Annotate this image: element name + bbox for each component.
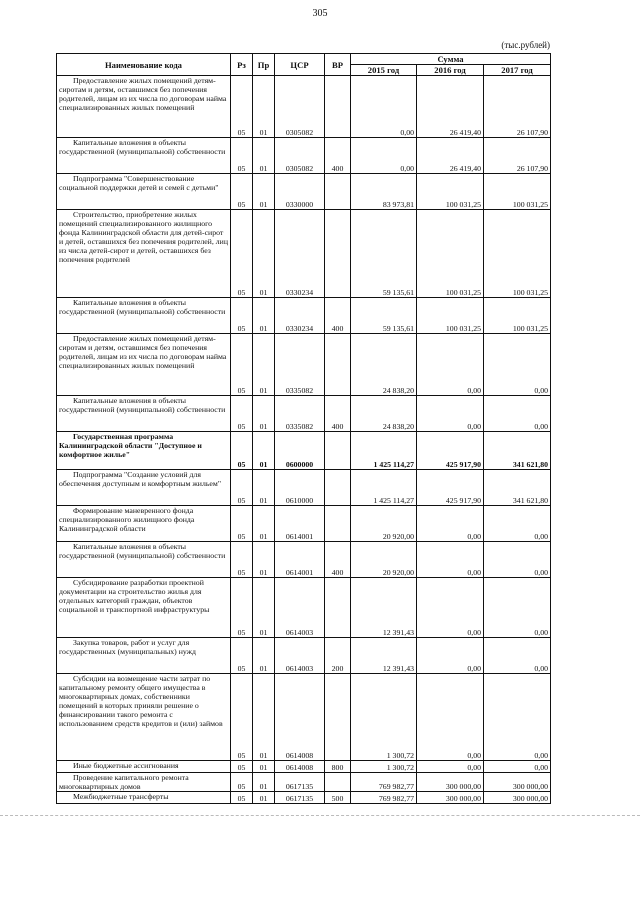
cell-rz: 05 (231, 542, 253, 578)
cell-y2017: 0,00 (484, 334, 551, 396)
cell-y2017: 0,00 (484, 396, 551, 432)
cell-y2016: 0,00 (417, 334, 484, 396)
table-row (57, 432, 551, 470)
header-rz: Рз (231, 54, 253, 76)
budget-table (56, 53, 551, 804)
cell-csr: 0614001 (275, 506, 325, 542)
cell-y2015: 59 135,61 (351, 210, 417, 298)
cell-rz: 05 (231, 174, 253, 210)
cell-name: Закупка товаров, работ и услуг для государственных (муниципальных) нужд (57, 638, 231, 674)
table-row (57, 470, 551, 506)
cell-name: Формирование маневренного фонда специализированного жилищного фонда Калининградской области (57, 506, 231, 542)
cell-y2016: 100 031,25 (417, 174, 484, 210)
header-vr: ВР (325, 54, 351, 76)
cell-rz: 05 (231, 792, 253, 804)
cell-pr: 01 (253, 298, 275, 334)
cell-y2015: 769 982,77 (351, 773, 417, 792)
header-csr: ЦСР (275, 54, 325, 76)
cell-vr (325, 432, 351, 470)
cell-csr: 0305082 (275, 76, 325, 138)
cell-y2015: 1 425 114,27 (351, 470, 417, 506)
cell-y2017: 300 000,00 (484, 773, 551, 792)
cell-pr: 01 (253, 432, 275, 470)
cell-y2017: 26 107,90 (484, 76, 551, 138)
cell-vr (325, 76, 351, 138)
table-row (57, 674, 551, 761)
cell-rz: 05 (231, 506, 253, 542)
cell-csr: 0600000 (275, 432, 325, 470)
cell-csr: 0610000 (275, 470, 325, 506)
cell-y2015: 83 973,81 (351, 174, 417, 210)
cell-rz: 05 (231, 674, 253, 761)
table-row (57, 773, 551, 792)
cell-rz: 05 (231, 773, 253, 792)
cell-vr (325, 773, 351, 792)
header-2017: 2017 год (484, 65, 551, 76)
cell-rz: 05 (231, 76, 253, 138)
cell-y2017: 0,00 (484, 506, 551, 542)
cell-pr: 01 (253, 470, 275, 506)
cell-y2015: 20 920,00 (351, 542, 417, 578)
cell-y2016: 0,00 (417, 396, 484, 432)
page-bottom-rule (0, 815, 640, 816)
cell-y2016: 0,00 (417, 638, 484, 674)
cell-name: Межбюджетные трансферты (57, 792, 231, 804)
cell-pr: 01 (253, 578, 275, 638)
table-row (57, 298, 551, 334)
cell-pr: 01 (253, 76, 275, 138)
table-row (57, 792, 551, 804)
cell-name: Подпрограмма "Совершенствование социальной поддержки детей и семей с детьми" (57, 174, 231, 210)
cell-name: Капитальные вложения в объекты государственной (муниципальной) собственности (57, 396, 231, 432)
units-label: (тыс.рублей) (501, 40, 550, 50)
cell-y2017: 300 000,00 (484, 792, 551, 804)
cell-rz: 05 (231, 638, 253, 674)
cell-csr: 0335082 (275, 334, 325, 396)
cell-y2015: 0,00 (351, 76, 417, 138)
cell-vr: 400 (325, 396, 351, 432)
page-number: 305 (312, 8, 328, 19)
cell-y2017: 100 031,25 (484, 210, 551, 298)
cell-y2015: 1 425 114,27 (351, 432, 417, 470)
cell-y2016: 100 031,25 (417, 210, 484, 298)
cell-pr: 01 (253, 138, 275, 174)
cell-name: Проведение капитального ремонта многоквартирных домов (57, 773, 231, 792)
cell-y2017: 100 031,25 (484, 298, 551, 334)
cell-vr (325, 674, 351, 761)
cell-pr: 01 (253, 506, 275, 542)
cell-pr: 01 (253, 792, 275, 804)
cell-name: Подпрограмма "Создание условий для обеспечения доступным и комфортным жильем" (57, 470, 231, 506)
cell-vr: 400 (325, 138, 351, 174)
table-row (57, 138, 551, 174)
cell-rz: 05 (231, 138, 253, 174)
cell-y2017: 0,00 (484, 578, 551, 638)
cell-csr: 0614001 (275, 542, 325, 578)
cell-csr: 0335082 (275, 396, 325, 432)
cell-y2016: 425 917,90 (417, 432, 484, 470)
cell-name: Предоставление жилых помещений детям-сиротам и детям, оставшимся без попечения родителей, лицам из их числа по договорам найма специализированных жилых помещений (57, 76, 231, 138)
table-row (57, 578, 551, 638)
cell-y2015: 24 838,20 (351, 396, 417, 432)
cell-y2017: 0,00 (484, 542, 551, 578)
table-row (57, 506, 551, 542)
cell-vr (325, 210, 351, 298)
cell-vr: 200 (325, 638, 351, 674)
table-row (57, 761, 551, 773)
cell-pr: 01 (253, 334, 275, 396)
cell-pr: 01 (253, 761, 275, 773)
cell-name: Строительство, приобретение жилых помещений специализированного жилищного фонда Калининградской области для детей-сирот и детей, оставшихся без попечения родителей, лиц из числа детей-сирот и детей, оставшихся без попечения родителей (57, 210, 231, 298)
cell-y2016: 300 000,00 (417, 792, 484, 804)
header-sum: Сумма (351, 54, 551, 65)
cell-y2016: 0,00 (417, 542, 484, 578)
budget-table-body (57, 76, 551, 804)
cell-y2015: 12 391,43 (351, 638, 417, 674)
cell-y2016: 100 031,25 (417, 298, 484, 334)
cell-pr: 01 (253, 773, 275, 792)
cell-y2017: 26 107,90 (484, 138, 551, 174)
cell-name: Капитальные вложения в объекты государственной (муниципальной) собственности (57, 298, 231, 334)
cell-csr: 0305082 (275, 138, 325, 174)
cell-csr: 0330234 (275, 298, 325, 334)
cell-csr: 0614003 (275, 638, 325, 674)
cell-csr: 0617135 (275, 792, 325, 804)
cell-y2017: 100 031,25 (484, 174, 551, 210)
table-row (57, 542, 551, 578)
cell-rz: 05 (231, 396, 253, 432)
cell-csr: 0614003 (275, 578, 325, 638)
cell-vr (325, 578, 351, 638)
header-2016: 2016 год (417, 65, 484, 76)
header-2015: 2015 год (351, 65, 417, 76)
cell-rz: 05 (231, 470, 253, 506)
cell-rz: 05 (231, 761, 253, 773)
cell-name: Государственная программа Калининградской области "Доступное и комфортное жилье" (57, 432, 231, 470)
cell-y2017: 341 621,80 (484, 432, 551, 470)
cell-vr (325, 174, 351, 210)
cell-y2015: 20 920,00 (351, 506, 417, 542)
cell-rz: 05 (231, 210, 253, 298)
cell-y2015: 24 838,20 (351, 334, 417, 396)
cell-rz: 05 (231, 298, 253, 334)
cell-y2015: 1 300,72 (351, 761, 417, 773)
cell-name: Капитальные вложения в объекты государственной (муниципальной) собственности (57, 542, 231, 578)
cell-csr: 0330234 (275, 210, 325, 298)
cell-y2015: 12 391,43 (351, 578, 417, 638)
cell-name: Предоставление жилых помещений детям-сиротам и детям, оставшимся без попечения родителей, лицам из их числа по договорам найма специализированных жилых помещений (57, 334, 231, 396)
cell-y2016: 300 000,00 (417, 773, 484, 792)
table-row (57, 396, 551, 432)
cell-y2015: 0,00 (351, 138, 417, 174)
cell-vr (325, 470, 351, 506)
cell-vr: 500 (325, 792, 351, 804)
cell-y2016: 26 419,40 (417, 76, 484, 138)
header-pr: Пр (253, 54, 275, 76)
cell-name: Субсидирование разработки проектной документации на строительство жилья для отдельных категорий граждан, объектов социальной и транспортной инфраструктуры (57, 578, 231, 638)
cell-y2017: 0,00 (484, 761, 551, 773)
cell-pr: 01 (253, 638, 275, 674)
cell-y2017: 341 621,80 (484, 470, 551, 506)
table-row (57, 638, 551, 674)
header-name: Наименование кода (57, 54, 231, 76)
cell-y2016: 0,00 (417, 674, 484, 761)
table-row (57, 334, 551, 396)
cell-csr: 0614008 (275, 761, 325, 773)
table-row (57, 174, 551, 210)
cell-y2015: 769 982,77 (351, 792, 417, 804)
cell-rz: 05 (231, 432, 253, 470)
cell-rz: 05 (231, 578, 253, 638)
cell-vr (325, 506, 351, 542)
cell-pr: 01 (253, 210, 275, 298)
cell-y2016: 0,00 (417, 578, 484, 638)
cell-rz: 05 (231, 334, 253, 396)
cell-y2015: 59 135,61 (351, 298, 417, 334)
cell-name: Субсидии на возмещение части затрат по капитальному ремонту общего имущества в многоквартирных домах, собственники помещений в которых приняли решение о финансировании такого ремонта с использованием средств кредитов и (или) займов (57, 674, 231, 761)
table-row (57, 76, 551, 138)
cell-y2016: 425 917,90 (417, 470, 484, 506)
cell-y2016: 0,00 (417, 761, 484, 773)
cell-pr: 01 (253, 174, 275, 210)
cell-vr (325, 334, 351, 396)
cell-y2016: 26 419,40 (417, 138, 484, 174)
cell-y2017: 0,00 (484, 674, 551, 761)
cell-pr: 01 (253, 674, 275, 761)
cell-vr: 400 (325, 542, 351, 578)
cell-pr: 01 (253, 396, 275, 432)
cell-y2016: 0,00 (417, 506, 484, 542)
cell-vr: 800 (325, 761, 351, 773)
cell-y2017: 0,00 (484, 638, 551, 674)
cell-csr: 0617135 (275, 773, 325, 792)
cell-vr: 400 (325, 298, 351, 334)
cell-csr: 0614008 (275, 674, 325, 761)
cell-csr: 0330000 (275, 174, 325, 210)
table-row (57, 210, 551, 298)
cell-pr: 01 (253, 542, 275, 578)
cell-name: Иные бюджетные ассигнования (57, 761, 231, 773)
cell-name: Капитальные вложения в объекты государственной (муниципальной) собственности (57, 138, 231, 174)
cell-y2015: 1 300,72 (351, 674, 417, 761)
